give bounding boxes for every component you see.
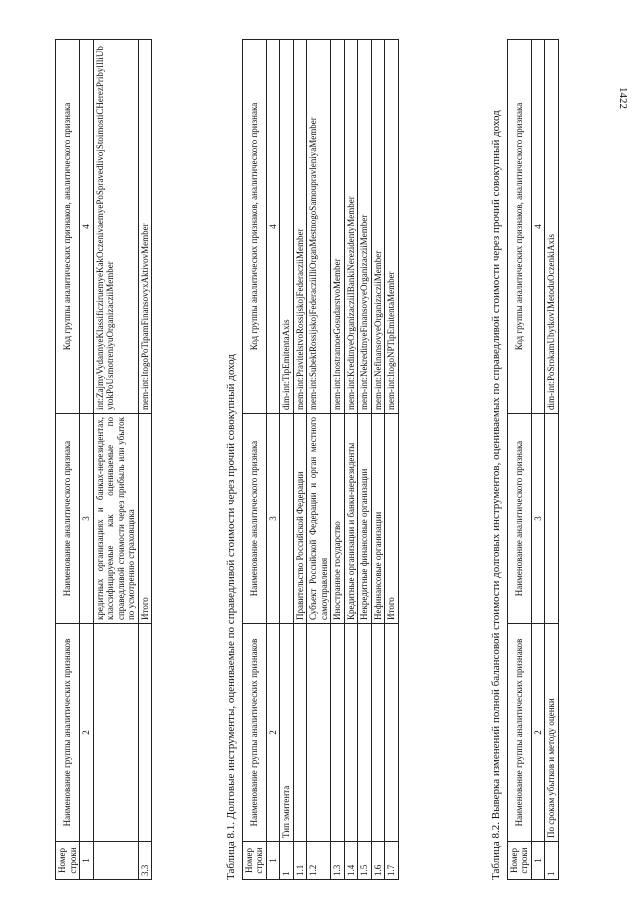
index-cell: 2 [266, 624, 280, 842]
row-number: 3.3 [138, 842, 152, 880]
index-cell: 4 [266, 40, 280, 414]
attribute-code: mem-int:ItogoNPTipEmitentaMember [385, 40, 399, 414]
table-row [385, 40, 399, 880]
rotated-page-content [55, 40, 615, 880]
index-cell: 1 [80, 842, 94, 880]
index-cell: 1 [266, 842, 280, 880]
header-code: Код группы аналитических признаков, аналитического признака [242, 40, 266, 414]
debt-instruments-table [242, 39, 399, 880]
header-group-name: Наименование группы аналитических признаков [242, 624, 266, 842]
table-8-1-section [225, 40, 399, 880]
index-cell: 3 [80, 414, 94, 624]
index-cell: 2 [80, 624, 94, 842]
attribute-code: mem-int:KreditnyeOrganizacziiIBankiNerezidentyMember [344, 40, 358, 414]
header-row-number: Номер строки [56, 842, 80, 880]
table-8-1-caption: Таблица 8.1. Долговые инструменты, оцениваемые по справедливой стоимости через прочий совокупный доход [225, 354, 237, 880]
attribute-name [545, 414, 559, 624]
table-row [293, 40, 307, 880]
attribute-name: Нефинансовые организации [371, 414, 385, 624]
table-index-row [80, 40, 94, 880]
row-number: 1.7 [385, 842, 399, 880]
group-name: Тип эмитента [280, 624, 294, 842]
attribute-code: mem-int:SubektRossijskojFederacziiIliOrganMestnogoSamoupravleniyaMember [307, 40, 331, 414]
header-attribute-name: Наименование аналитического признака [56, 414, 80, 624]
row-number: 1 [545, 842, 559, 880]
group-name [331, 624, 345, 842]
group-name [371, 624, 385, 842]
row-number: 1.1 [293, 842, 307, 880]
table-index-row [531, 40, 545, 880]
attribute-name: Итого [138, 414, 152, 624]
attribute-name: Некредитные финансовые организации [358, 414, 372, 624]
attribute-code: mem-int:PravitelstvoRossijskojFederacziiMember [293, 40, 307, 414]
table-row [371, 40, 385, 880]
group-name [93, 624, 138, 842]
table-row [358, 40, 372, 880]
header-group-name: Наименование группы аналитических признаков [56, 624, 80, 842]
index-cell: 3 [531, 414, 545, 624]
table-row [307, 40, 331, 880]
attribute-code: mem-int:NekreditnyeFinansovyeOrganizacziiMember [358, 40, 372, 414]
table-header-row [56, 40, 80, 880]
attribute-code: dim-int:PoSrokamUbytkovIMetoduOczenkiAxis [545, 40, 559, 414]
group-name [385, 624, 399, 842]
index-cell: 2 [531, 624, 545, 842]
group-name [307, 624, 331, 842]
row-number: 1.2 [307, 842, 331, 880]
header-attribute-name: Наименование аналитического признака [507, 414, 531, 624]
table-header-row [507, 40, 531, 880]
row-number: 1 [280, 842, 294, 880]
group-name [138, 624, 152, 842]
table-8-2-section [490, 40, 559, 880]
page-number: 1422 [617, 87, 629, 109]
header-attribute-name: Наименование аналитического признака [242, 414, 266, 624]
attribute-name: кредитных организациях и банках-нерезидентах, классифицируемые как оцениваемые по справедливой стоимости через прибыль или убыток по усмотрению страховщика [93, 414, 138, 624]
attribute-code: mem-int:ItogoPoTipamFinansovyxAktivovMember [138, 40, 152, 414]
attribute-name: Итого [385, 414, 399, 624]
row-number [93, 842, 138, 880]
index-cell: 3 [266, 414, 280, 624]
header-group-name: Наименование группы аналитических признаков [507, 624, 531, 842]
table-row [93, 40, 138, 880]
row-number: 1.5 [358, 842, 372, 880]
group-name [358, 624, 372, 842]
attribute-code: mem-int:NefinansovyeOrganizacziiMember [371, 40, 385, 414]
header-code: Код группы аналитических признаков, аналитического признака [56, 40, 80, 414]
header-row-number: Номер строки [507, 842, 531, 880]
row-number: 1.3 [331, 842, 345, 880]
attribute-name: Субъект Российской Федерации и орган местного самоуправления [307, 414, 331, 624]
attribute-name [280, 414, 294, 624]
table-row [344, 40, 358, 880]
header-row-number: Номер строки [242, 842, 266, 880]
table-row [545, 40, 559, 880]
table-row [280, 40, 294, 880]
group-name: По срокам убытков и методу оценки [545, 624, 559, 842]
attribute-name: Правительство Российской Федерации [293, 414, 307, 624]
group-name [344, 624, 358, 842]
attribute-name: Иностранное государство [331, 414, 345, 624]
index-cell: 4 [80, 40, 94, 414]
header-code: Код группы аналитических признаков, аналитического признака [507, 40, 531, 414]
index-cell: 4 [531, 40, 545, 414]
row-number: 1.6 [371, 842, 385, 880]
table-index-row [266, 40, 280, 880]
index-cell: 1 [531, 842, 545, 880]
table-row [331, 40, 345, 880]
carrying-amount-reconciliation-table [507, 39, 559, 880]
table-row [138, 40, 152, 880]
row-number: 1.4 [344, 842, 358, 880]
attribute-code: mem-int:InostrannoeGosudarstvoMember [331, 40, 345, 414]
table-header-row [242, 40, 266, 880]
attribute-code: dim-int:TipEmitentaAxis [280, 40, 294, 414]
table-8-2-caption: Таблица 8.2. Выверка изменений полной балансовой стоимости долговых инструментов, оцениваемых по справедливой стоимости через прочий совокупный доход [490, 110, 502, 880]
table-1-continuation [55, 40, 152, 880]
group-name [293, 624, 307, 842]
attribute-code: int:ZajmyVydannyeKlassificziruemyeKakOczenivaemyePoSpravedlivojStoimostiCHerezPribylIliUbytokPoUsmotreniyuOrganizacziiMember [93, 40, 138, 414]
analytic-attributes-table-1 [55, 39, 152, 880]
attribute-name: Кредитные организации и банки-нерезиденты [344, 414, 358, 624]
